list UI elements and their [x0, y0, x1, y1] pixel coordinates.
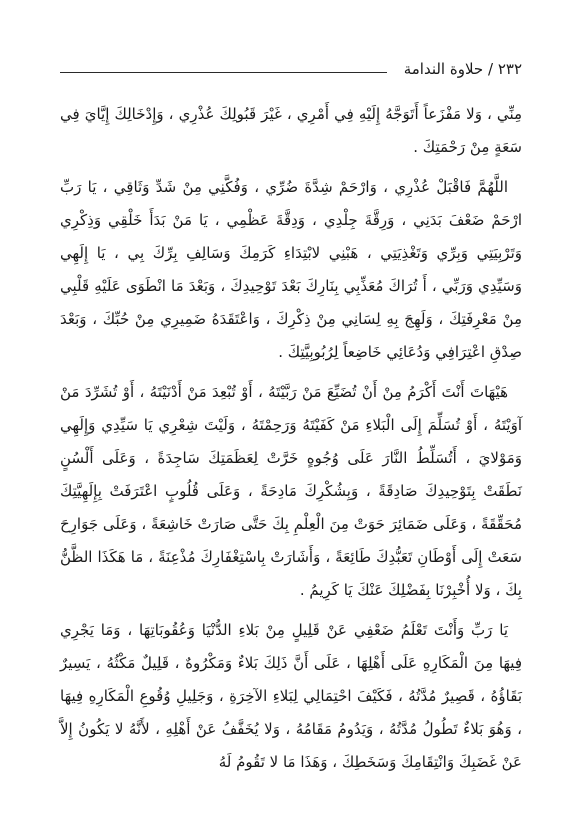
paragraph: هَيْهَاتَ أَنْتَ أَكْرَمُ مِنْ أَنْ تُضَيِّعَ مَنْ رَبَّيْتَهُ ، أَوْ تُبْعِدَ مَنْ أَدْنَيْتَهُ ، أَوْ تُشَرِّدَ مَنْ آوَيْتَهُ ، أَوْ تُسَلِّمَ إِلَى الْبَلاءِ مَنْ كَفَيْتَهُ وَرَحِمْتَهُ ، وَلَيْتَ شِعْرِي يَا سَيِّدِي وَإِلَهِي وَمَوْلايَ ، أَتُسَلِّطُ النَّارَ عَلَى وُجُوهٍ خَرَّتْ لِعَظَمَتِكَ سَاجِدَةً ، وَعَلَى أَلْسُنٍ نَطَقَتْ بِتَوْحِيدِكَ صَادِقَةً ، وَبِشُكْرِكَ مَادِحَةً ، وَعَلَى قُلُوبٍ اعْتَرَفَتْ بِإِلَهِيَّتِكَ مُحَقِّقَةً ، وَعَلَى ضَمَائِرَ حَوَتْ مِنَ الْعِلْمِ بِكَ حَتَّى صَارَتْ خَاشِعَةً ، وَعَلَى جَوَارِحَ سَعَتْ إِلَى أَوْطَانِ تَعَبُّدِكَ طَائِعَةً ، وَأَشَارَتْ بِاسْتِغْفَارِكَ مُذْعِنَةً ، مَا هَكَذَا الظَّنُّ بِكَ ، وَلا أُخْبِرْنَا بِفَضْلِكَ عَنْكَ يَا كَرِيمُ . — [60, 383, 522, 599]
paragraph: يَا رَبِّ وَأَنْتَ تَعْلَمُ ضَعْفِي عَنْ قَلِيلٍ مِنْ بَلاءِ الدُّنْيَا وَعُقُوبَاتِهَا ، وَمَا يَجْرِي فِيهَا مِنَ الْمَكَارِهِ عَلَى أَهْلِهَا ، عَلَى أَنَّ ذَلِكَ بَلاءٌ وَمَكْرُوهٌ ، قَلِيلٌ مَكْثُهُ ، يَسِيرٌ بَقَاؤُهُ ، قَصِيرٌ مُدَّتُهُ ، فَكَيْفَ احْتِمَالِي لِبَلاءِ الآخِرَةِ ، وَجَلِيلِ وُقُوعِ الْمَكَارِهِ فِيهَا ، وَهُوَ بَلاءٌ تَطُولُ مُدَّتُهُ ، وَيَدُومُ مَقَامُهُ ، وَلا يُخَفَّفُ عَنْ أَهْلِهِ ، لأَنَّهُ لا يَكُونُ إِلاَّ عَنْ غَضَبِكَ وَانْتِقَامِكَ وَسَخَطِكَ ، وَهَذَا مَا لا تَقُومُ لَهُ — [60, 621, 522, 771]
paragraph: مِنِّي ، وَلا مَفْزَعاً أَتَوَجَّهُ إِلَيْهِ فِي أَمْرِي ، غَيْرَ قَبُولِكَ عُذْرِي ، وَإِدْخَالِكَ إِيَّايَ فِي سَعَةٍ مِنْ رَحْمَتِكَ . — [60, 105, 522, 156]
header-rule — [60, 72, 387, 73]
page-number: ٢٣٢ — [497, 60, 522, 78]
page-body — [60, 98, 522, 786]
paragraph: اللَّهُمَّ فَاقْبَلْ عُذْرِي ، وَارْحَمْ شِدَّةَ ضُرِّي ، وَفُكَّنِي مِنْ شَدِّ وَثَاقِي ، يَا رَبِّ ارْحَمْ ضَعْفَ بَدَنِي ، وَرِقَّةَ جِلْدِي ، وَدِقَّةَ عَظْمِي ، يَا مَنْ بَدَأَ خَلْقِي وَذِكْرِي وَتَرْبِيَتِي وَبِرِّي وَتَغْذِيَتِي ، هَبْنِي لابْتِدَاءِ كَرَمِكَ وَسَالِفِ بِرِّكَ بِي ، يَا إِلَهِي وَسَيِّدِي وَرَبِّي ، أَ تُرَاكَ مُعَذِّبِي بِنَارِكَ بَعْدَ تَوْحِيدِكَ ، وَبَعْدَ مَا انْطَوَى عَلَيْهِ قَلْبِي مِنْ مَعْرِفَتِكَ ، وَلَهِجَ بِهِ لِسَانِي مِنْ ذِكْرِكَ ، وَاعْتَقَدَهُ ضَمِيرِي مِنْ حُبِّكَ ، وَبَعْدَ صِدْقِ اعْتِرَافِي وَدُعَائِي خَاضِعاً لِرُبُوبِيَّتِكَ . — [60, 178, 522, 361]
running-title: حلاوة الندامة — [403, 60, 484, 78]
page-header — [60, 60, 522, 84]
running-header — [404, 60, 522, 78]
header-separator: / — [487, 60, 494, 78]
